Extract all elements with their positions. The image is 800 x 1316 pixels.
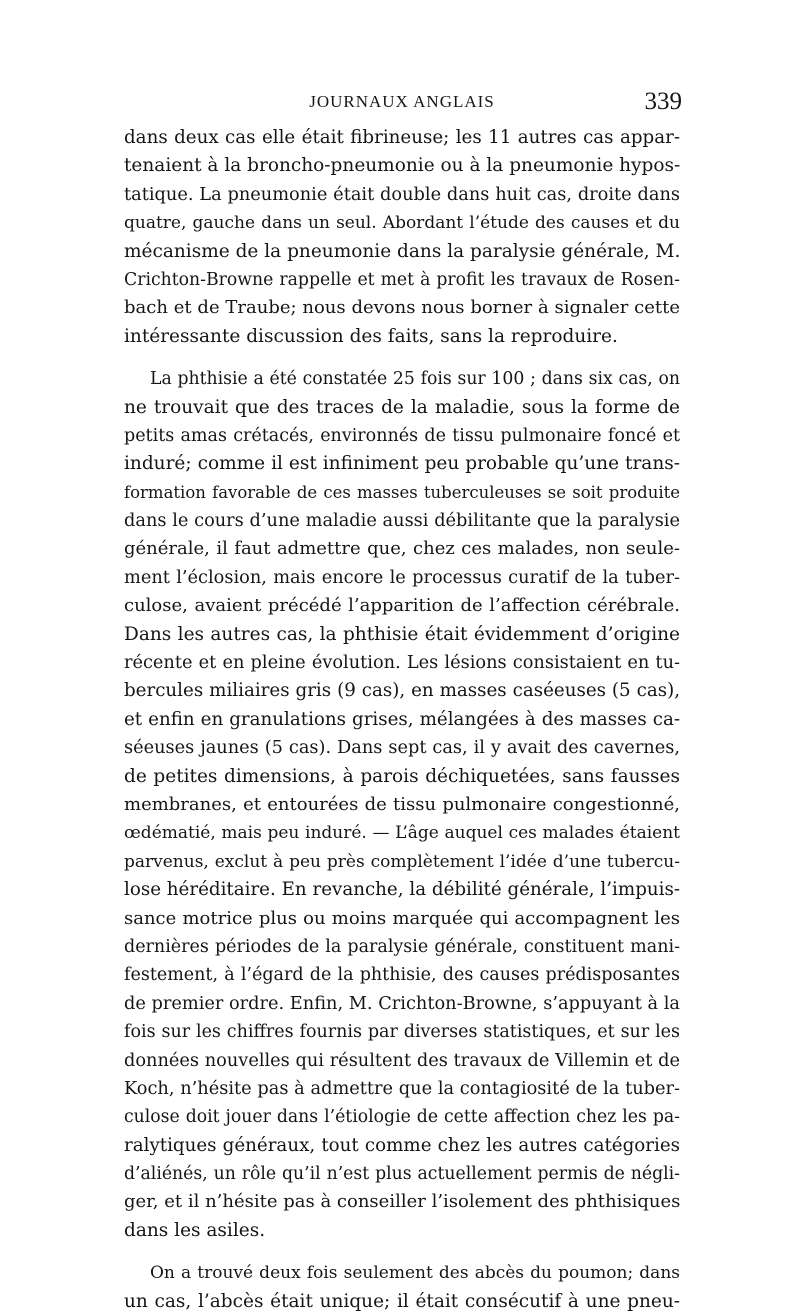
text-line: bercules miliaires gris (9 cas), en masses caséeuses (5 cas), bbox=[124, 680, 680, 702]
text-line: Koch, n’hésite pas à admettre que la contagiosité de la tuber- bbox=[124, 1078, 680, 1099]
text-line: ne trouvait que des traces de la maladie, sous la forme de bbox=[124, 396, 680, 418]
text-line: La phthisie a été constatée 25 fois sur 100 ; dans six cas, on bbox=[150, 369, 680, 390]
text-line: lose héréditaire. En revanche, la débilité générale, l’impuis- bbox=[124, 879, 680, 901]
text-line: dans deux cas elle était fibrineuse; les 11 autres cas appar- bbox=[124, 127, 680, 148]
text-line: récente et en pleine évolution. Les lésions consistaient en tu- bbox=[124, 653, 680, 674]
text-line: sance motrice plus ou moins marquée qui accompagnent les bbox=[124, 907, 680, 929]
text-line: mécanisme de la pneumonie dans la paralysie générale, M. bbox=[124, 240, 680, 262]
text-line: ralytiques généraux, tout comme chez les autres catégories bbox=[124, 1134, 680, 1156]
text-line: membranes, et entourées de tissu pulmonaire congestionné, bbox=[124, 793, 680, 815]
text-line: tatique. La pneumonie était double dans huit cas, droite dans bbox=[124, 184, 680, 205]
text-line: festement, à l’égard de la phthisie, des causes prédisposantes bbox=[124, 965, 680, 986]
running-head bbox=[122, 88, 682, 122]
body-text bbox=[124, 124, 680, 1316]
page-number: 339 bbox=[644, 88, 682, 115]
text-line: générale, il faut admettre que, chez ces malades, non seule- bbox=[124, 538, 680, 560]
text-line: formation favorable de ces masses tuberculeuses se soit produite bbox=[124, 482, 680, 502]
paragraph-abscess bbox=[124, 1259, 680, 1316]
text-line: données nouvelles qui résultent des travaux de Villemin et de bbox=[124, 1050, 680, 1071]
text-line: un cas, l’abcès était unique; il était consécutif à une pneu- bbox=[124, 1290, 680, 1312]
paragraph-pneumonia bbox=[124, 124, 680, 351]
text-line: Dans les autres cas, la phthisie était évidemment d’origine bbox=[124, 623, 680, 645]
text-line: d’aliénés, un rôle qu’il n’est plus actuellement permis de négli- bbox=[124, 1164, 680, 1185]
text-line: fois sur les chiffres fournis par diverses statistiques, et sur les bbox=[124, 1022, 680, 1043]
text-line: petits amas crétacés, environnés de tissu pulmonaire foncé et bbox=[124, 425, 680, 446]
text-line: intéressante discussion des faits, sans la reproduire. bbox=[124, 325, 618, 347]
text-line: quatre, gauche dans un seul. Abordant l’étude des causes et du bbox=[124, 213, 680, 234]
text-line: de petites dimensions, à parois déchiquetées, sans fausses bbox=[124, 765, 680, 787]
text-line: culose doit jouer dans l’étiologie de cette affection chez les pa- bbox=[124, 1107, 680, 1128]
text-line: ment l’éclosion, mais encore le processus curatif de la tuber- bbox=[124, 567, 680, 588]
text-line: dans les asiles. bbox=[124, 1219, 266, 1241]
running-title: JOURNAUX ANGLAIS bbox=[309, 92, 495, 111]
text-line: œdématié, mais peu induré. — L’âge auquel ces malades étaient bbox=[124, 823, 680, 844]
text-line: On a trouvé deux fois seulement des abcès du poumon; dans bbox=[150, 1263, 680, 1284]
text-line: parvenus, exclut à peu près complètement l’idée d’une tubercu- bbox=[124, 851, 680, 872]
text-line: dernières périodes de la paralysie générale, constituent mani- bbox=[124, 936, 680, 957]
text-line: et enfin en granulations grises, mélangées à des masses ca- bbox=[124, 708, 680, 730]
text-line: de premier ordre. Enfin, M. Crichton-Browne, s’appuyant à la bbox=[124, 993, 680, 1014]
text-line: ger, et il n’hésite pas à conseiller l’isolement des phthisiques bbox=[124, 1191, 680, 1213]
text-line: tenaient à la broncho-pneumonie ou à la pneumonie hypos- bbox=[124, 155, 680, 177]
paragraph-phthisis bbox=[124, 365, 680, 1245]
text-line: séeuses jaunes (5 cas). Dans sept cas, il y avait des cavernes, bbox=[124, 738, 680, 759]
text-line: bach et de Traube; nous devons nous borner à signaler cette bbox=[124, 297, 680, 319]
text-line: Crichton-Browne rappelle et met à profit les travaux de Rosen- bbox=[124, 269, 680, 290]
text-line: culose, avaient précédé l’apparition de l’affection cérébrale. bbox=[124, 595, 680, 617]
text-line: induré; comme il est infiniment peu probable qu’une trans- bbox=[124, 453, 680, 475]
text-line: dans le cours d’une maladie aussi débilitante que la paralysie bbox=[124, 511, 680, 532]
